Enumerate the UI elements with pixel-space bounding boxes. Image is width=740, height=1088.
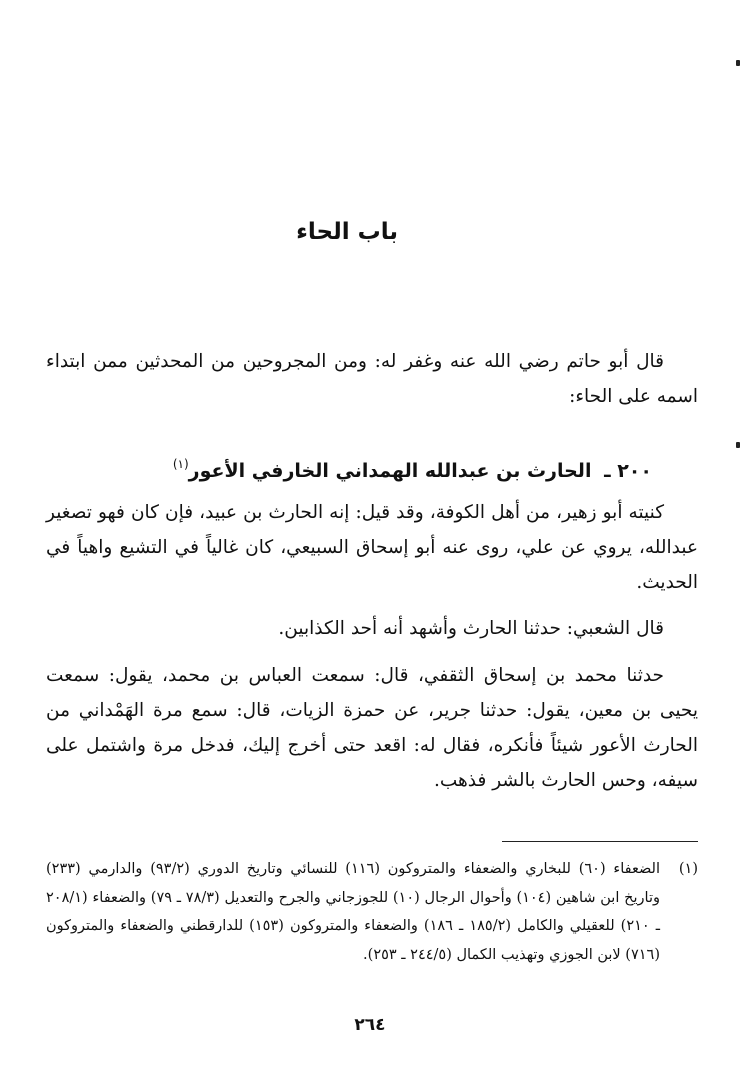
footnote-reference: (١) <box>172 457 189 471</box>
footnote-item <box>46 855 698 969</box>
paragraph-text: كنيته أبو زهير، من أهل الكوفة، وقد قيل: إنه الحارث بن عبيد، فإن كان فهو تصغير عبدالله، يروي عن علي، روى عنه أبو إسحاق السبيعي، كان غالياً في التشيع واهياً في الحديث. <box>46 502 698 593</box>
entry-paragraph <box>46 658 698 798</box>
footnotes <box>46 855 698 969</box>
intro-text: قال أبو حاتم رضي الله عنه وغفر له: ومن المجروحين من المحدثين ممن ابتداء اسمه على الحاء: <box>46 351 698 407</box>
paragraph-text: حدثنا محمد بن إسحاق الثقفي، قال: سمعت العباس بن محمد، يقول: سمعت يحيى بن معين، يقول: حدثنا جرير، عن حمزة الزيات، قال: سمع مرة الهَمْداني من الحارث الأعور شيئاً فأنكره، فقال له: اقعد حتى أخرج إليك، فدخل مرة واشتمل على سيفه، وحس الحارث بالشر فذهب. <box>46 665 698 791</box>
page-number: ٢٦٤ <box>354 1015 386 1035</box>
intro-paragraph <box>46 344 698 414</box>
footnote-mark: (١) <box>678 861 698 877</box>
entry-heading <box>46 444 652 491</box>
entry-number: ٢٠٠ ـ <box>604 460 652 482</box>
footnote-divider <box>502 841 698 842</box>
entry-paragraph <box>46 495 698 600</box>
entry-name: الحارث بن عبدالله الهمداني الخارفي الأعور <box>188 460 592 482</box>
scan-artifact <box>736 60 740 66</box>
paragraph-text: قال الشعبي: حدثنا الحارث وأشهد أنه أحد الكذابين. <box>278 618 664 639</box>
scan-artifact <box>736 442 740 448</box>
entry-paragraph <box>46 611 698 646</box>
footnote-text: الضعفاء (٦٠) للبخاري والضعفاء والمتروكون (١١٦) للنسائي وتاريخ الدوري (٩٣/٢) والدارمي (٢٣٣) وتاريخ ابن شاهين (١٠٤) وأحوال الرجال (١٠) للجوزجاني والجرح والتعديل (٧٨/٣ ـ ٧٩) والضعفاء (٢٠٨/١ ـ ٢١٠) للعقيلي والكامل (١٨٥/٢ ـ ١٨٦) والضعفاء والمتروكون (١٥٣) للدارقطني والضعفاء والمتروكون (٧١٦) لابن الجوزي وتهذيب الكمال (٢٤٤/٥ ـ ٢٥٣). <box>46 861 661 963</box>
chapter-title: باب الحاء <box>296 219 398 245</box>
